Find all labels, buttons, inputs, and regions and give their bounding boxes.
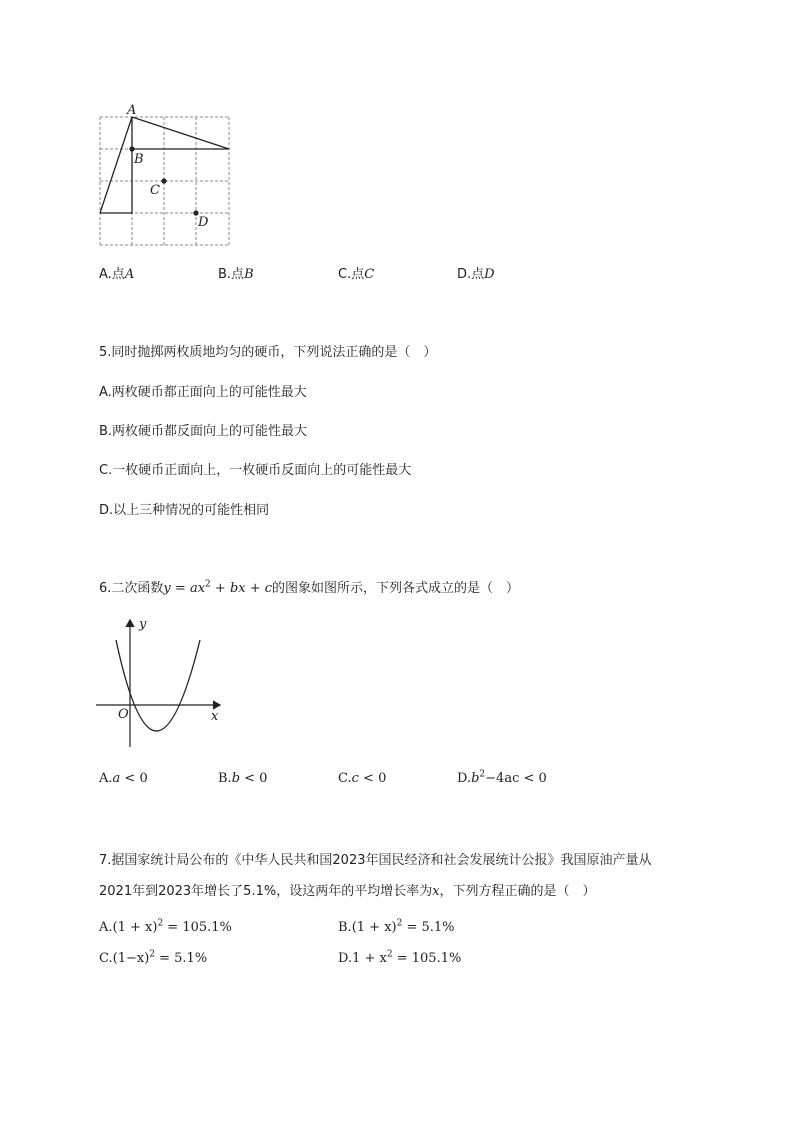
q7-stem-line1: 7.据国家统计局公布的《中华人民共和国2023年国民经济和社会发展统计公报》我国原油产量从	[99, 853, 652, 868]
point-b	[129, 146, 134, 151]
q5-stem: 5.同时抛掷两枚质地均匀的硬币，下列说法正确的是（ ）	[99, 345, 437, 360]
q4-option-c: C.点C	[338, 267, 375, 282]
q6-stem: 6.二次函数$y = ax^2$ + bx + c的图象如图所示，下列各式成立的是（ ）	[99, 579, 520, 596]
q7-option-c: $C.(1-x)^2 = 5.1\%$	[99, 949, 208, 966]
label-x: x	[211, 709, 219, 724]
q7-option-b: $B.(1 + x)^2 = 5.1\%$	[338, 918, 455, 935]
q6-option-b: B.b < 0	[218, 771, 268, 786]
q4-grid-figure	[90, 100, 240, 250]
label-b: B	[134, 152, 144, 167]
q6-option-d: $D.b^2-4ac < 0$	[457, 769, 547, 786]
q6-option-a: A.a < 0	[99, 771, 148, 786]
q6-parabola-graph	[92, 612, 232, 752]
label-c: C	[150, 183, 160, 198]
q4-option-b: B.点B	[218, 267, 254, 282]
label-a: A	[127, 103, 137, 118]
q6-option-c: C.c < 0	[338, 771, 387, 786]
q7-stem-line2: 2021年到2023年增长了5.1%，设这两年的平均增长率为x，下列方程正确的是（ ）	[99, 884, 596, 899]
q7-option-a: $A.(1 + x)^2 = 105.1\%$	[99, 918, 232, 935]
q5-option-a: A.两枚硬币都正面向上的可能性最大	[99, 385, 307, 400]
q4-option-a: A.点A	[99, 267, 135, 282]
q5-option-b: B.两枚硬币都反面向上的可能性最大	[99, 424, 308, 439]
q5-option-d: D.以上三种情况的可能性相同	[99, 503, 270, 518]
point-c	[161, 178, 166, 183]
label-d: D	[198, 215, 209, 230]
label-y: y	[139, 617, 147, 632]
q5-option-c: C.一枚硬币正面向上，一枚硬币反面向上的可能性最大	[99, 463, 412, 478]
q4-option-d: D.点D	[457, 267, 495, 282]
label-origin: O	[118, 707, 129, 722]
q7-option-d: $D.1 + x^2 = 105.1\%$	[338, 949, 462, 966]
